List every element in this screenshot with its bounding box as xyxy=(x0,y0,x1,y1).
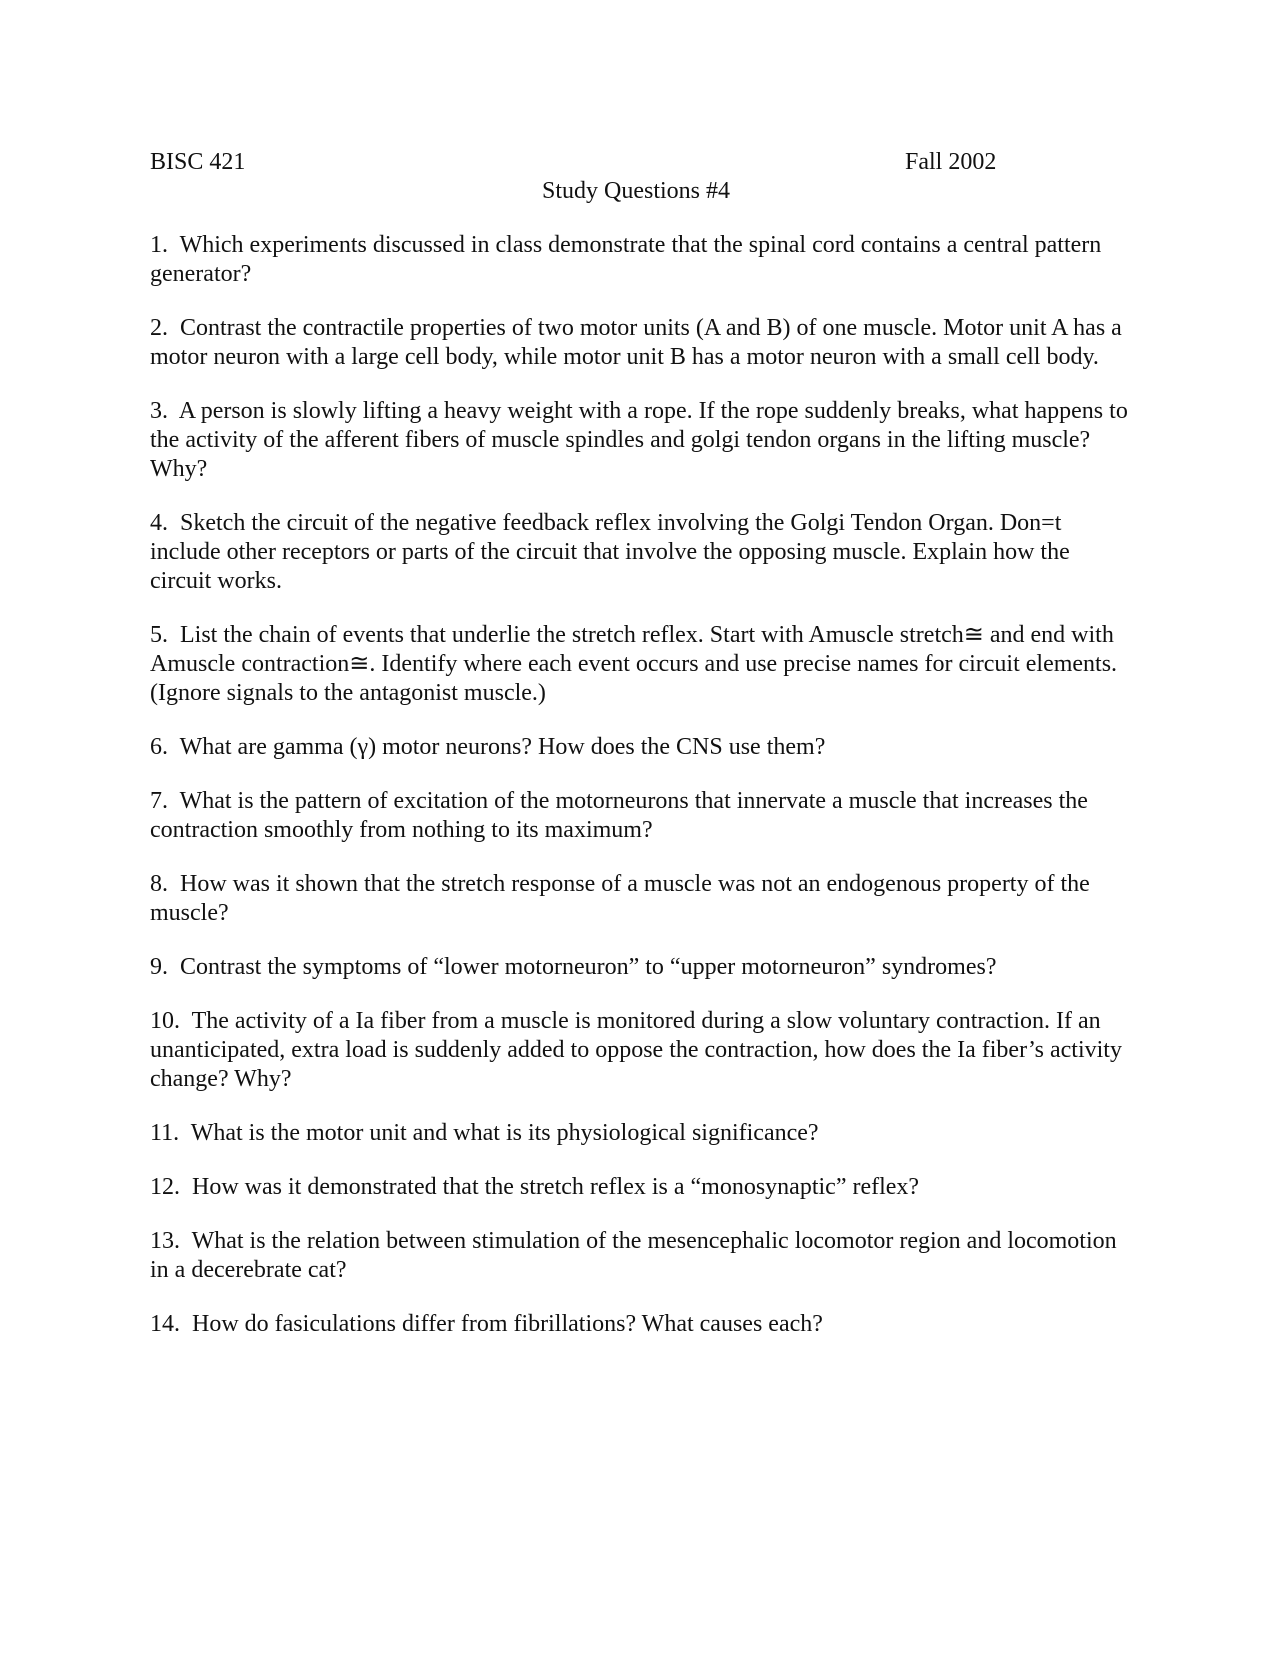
question-number: 2. xyxy=(150,315,168,341)
question-text: List the chain of events that underlie the stretch reflex. Start with Amuscle stretch≅ and end with Amuscle contraction≅. Identify where each event occurs and use precise names for circuit elements. (Ignore signals to the antagonist muscle.) xyxy=(150,622,1118,706)
question-11 xyxy=(150,1119,1130,1148)
question-number: 8. xyxy=(150,871,168,897)
question-text: The activity of a Ia fiber from a muscle is monitored during a slow voluntary contraction. If an unanticipated, extra load is suddenly added to oppose the contraction, how does the Ia fiber’s activity change? Why? xyxy=(150,1008,1122,1092)
question-number: 3. xyxy=(150,398,168,424)
question-number: 7. xyxy=(150,788,168,814)
question-text: A person is slowly lifting a heavy weight with a rope. If the rope suddenly breaks, what happens to the activity of the afferent fibers of muscle spindles and golgi tendon organs in the lifting muscle? Why? xyxy=(150,398,1128,482)
question-10 xyxy=(150,1007,1130,1094)
question-number: 13. xyxy=(150,1228,180,1254)
question-number: 14. xyxy=(150,1311,180,1337)
question-2 xyxy=(150,314,1130,372)
question-text: Contrast the contractile properties of two motor units (A and B) of one muscle. Motor unit A has a motor neuron with a large cell body, while motor unit B has a motor neuron with a small cell body. xyxy=(150,315,1122,370)
term-label: Fall 2002 xyxy=(905,149,997,175)
header-row xyxy=(150,148,1130,177)
question-number: 4. xyxy=(150,510,168,536)
question-text: What are gamma (γ) motor neurons? How does the CNS use them? xyxy=(179,734,826,760)
question-text: Contrast the symptoms of “lower motorneuron” to “upper motorneuron” syndromes? xyxy=(180,954,997,980)
page-title: Study Questions #4 xyxy=(542,178,731,204)
question-text: What is the relation between stimulation of the mesencephalic locomotor region and locomotion in a decerebrate cat? xyxy=(150,1228,1117,1283)
course-code: BISC 421 xyxy=(150,149,246,175)
question-7 xyxy=(150,787,1130,845)
question-number: 12. xyxy=(150,1174,180,1200)
question-text: What is the motor unit and what is its physiological significance? xyxy=(190,1120,819,1146)
question-text: How was it demonstrated that the stretch reflex is a “monosynaptic” reflex? xyxy=(192,1174,920,1200)
question-text: What is the pattern of excitation of the motorneurons that innervate a muscle that increases the contraction smoothly from nothing to its maximum? xyxy=(150,788,1088,843)
question-8 xyxy=(150,870,1130,928)
question-list xyxy=(150,231,1130,1339)
question-6 xyxy=(150,733,1130,762)
question-1 xyxy=(150,231,1130,289)
question-14 xyxy=(150,1310,1130,1339)
question-number: 11. xyxy=(150,1120,180,1146)
question-number: 10. xyxy=(150,1008,180,1034)
question-12 xyxy=(150,1173,1130,1202)
question-number: 5. xyxy=(150,622,168,648)
question-3 xyxy=(150,397,1130,484)
question-text: How do fasiculations differ from fibrillations? What causes each? xyxy=(192,1311,823,1337)
question-9 xyxy=(150,953,1130,982)
question-5 xyxy=(150,621,1130,708)
question-number: 6. xyxy=(150,734,168,760)
question-number: 1. xyxy=(150,232,168,258)
question-number: 9. xyxy=(150,954,168,980)
question-4 xyxy=(150,509,1130,596)
title-row xyxy=(150,177,1130,206)
document-page xyxy=(150,148,1130,1339)
question-text: How was it shown that the stretch response of a muscle was not an endogenous property of the muscle? xyxy=(150,871,1090,926)
question-text: Sketch the circuit of the negative feedback reflex involving the Golgi Tendon Organ. Don=t include other receptors or parts of the circuit that involve the opposing muscle. Explain how the circuit works. xyxy=(150,510,1070,594)
question-13 xyxy=(150,1227,1130,1285)
question-text: Which experiments discussed in class demonstrate that the spinal cord contains a central pattern generator? xyxy=(150,232,1102,287)
